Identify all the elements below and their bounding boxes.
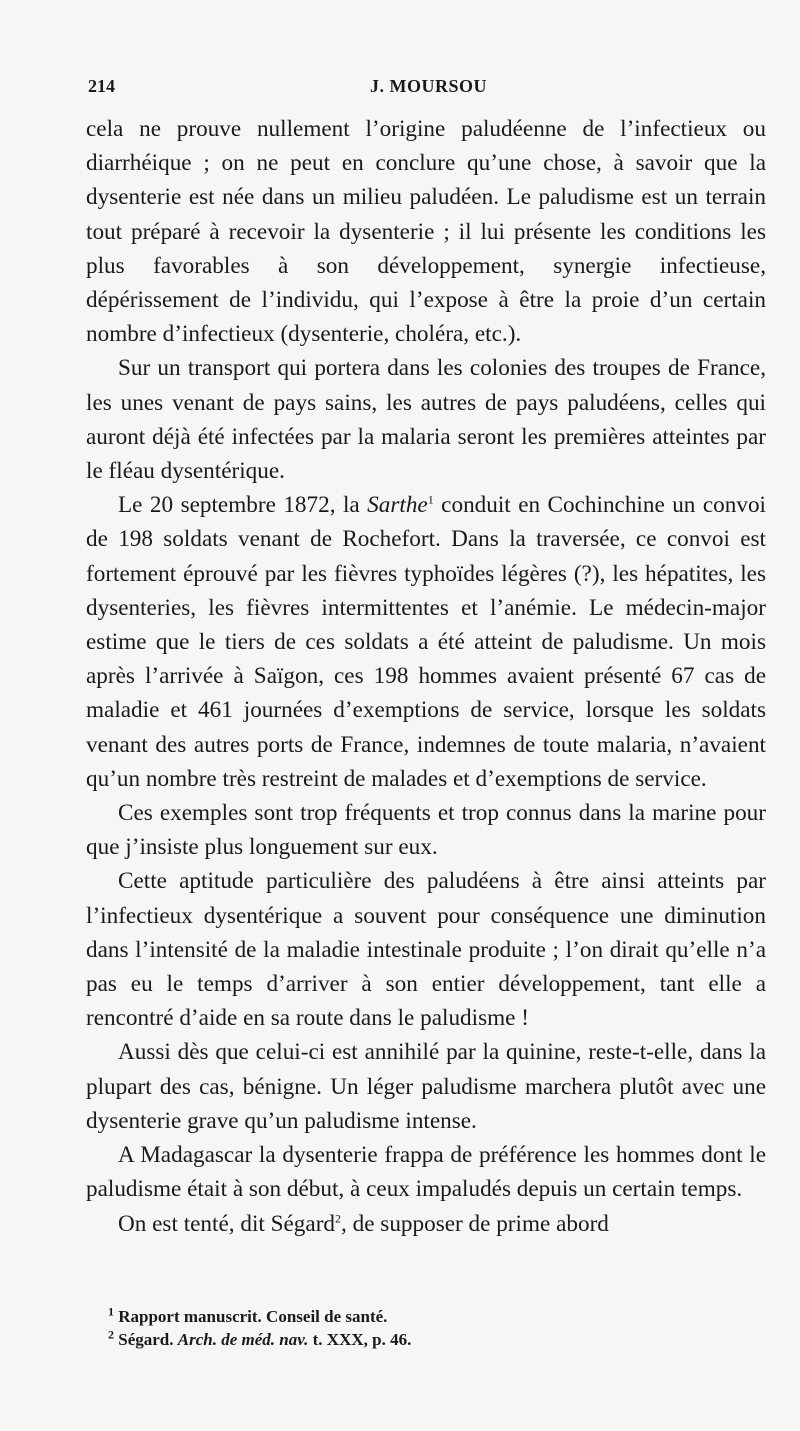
paragraph-3-text-before: Le 20 septembre 1872, la [118, 492, 368, 519]
paragraph-7: A Madagascar la dysenterie frappa de préférence les hommes dont le paludisme était à son début, à ceux impaludés depuis un certain temps. [86, 1142, 766, 1203]
paragraph-8-text-after: , de supposer de prime abord [341, 1210, 609, 1237]
paragraph-3 [86, 488, 766, 796]
page-header [88, 76, 764, 104]
footnote-2-journal: Arch. de méd. nav. [177, 1330, 309, 1349]
ship-name: Sarthe [367, 492, 428, 519]
paragraph-2: Sur un transport qui portera dans les colonies des troupes de France, les unes venant de pays sains, les autres de pays paludéens, celles qui auront déjà été infectées par la malaria seront les premières atteintes par le fléau dysentérique. [86, 355, 766, 485]
paragraph-3-text-after: conduit en Cochinchine un convoi de 198 soldats venant de Rochefort. Dans la traversée, ce convoi est fortement éprouvé par les fièvres typhoïdes légères (?), les hépatites, les dysenteries, les fièvres intermittentes et l’anémie. Le médecin-major estime que le tiers de ces soldats a été atteint de paludisme. Un mois après l’arrivée à Saïgon, ces 198 hommes avaient présenté 67 cas de maladie et 461 journées d’exemptions de service, lorsque les soldats venant des autres ports de France, indemnes de toute malaria, n’avaient qu’un nombre très restreint de malades et d’exemptions de service. [86, 492, 766, 792]
paragraph-4: Ces exemples sont trop fréquents et trop connus dans la marine pour que j’insiste plus longuement sur eux. [86, 800, 766, 861]
paragraph-5: Cette aptitude particulière des paludéens à être ainsi atteints par l’infectieux dysentérique a souvent pour conséquence une diminution dans l’intensité de la maladie intestinale produite ; l’on dirait qu’elle n’a pas eu le temps d’arriver à son entier développement, tant elle a rencontré d’aide en sa route dans le paludisme ! [86, 868, 766, 1032]
body-text [86, 112, 766, 1241]
page-number: 214 [88, 76, 115, 96]
paragraph-1: cela ne prouve nullement l’origine paludéenne de l’infectieux ou diarrhéique ; on ne peut en conclure qu’une chose, à savoir que la dysenterie est née dans un milieu paludéen. Le paludisme est un terrain tout préparé à recevoir la dysenterie ; il lui présente les conditions les plus favorables à son développement, synergie infectieuse, dépérissement de l’individu, qui l’expose à être la proie d’un certain nombre d’infectieux (dysenterie, choléra, etc.). [86, 116, 766, 348]
footnote-2-author: Ségard. [118, 1330, 178, 1349]
footnote-1 [108, 1305, 748, 1328]
paragraph-6: Aussi dès que celui-ci est annihilé par la quinine, reste-t-elle, dans la plupart des cas, bénigne. Un léger paludisme marchera plutôt avec une dysenterie grave qu’un paludisme intense. [86, 1039, 766, 1134]
paragraph-8-text-before: On est tenté, dit Ségard [118, 1210, 336, 1237]
footnote-2 [108, 1328, 748, 1351]
footnotes [108, 1305, 748, 1351]
footnote-1-text: Rapport manuscrit. Conseil de santé. [118, 1307, 388, 1326]
running-head: J. MOURSOU [370, 76, 487, 96]
footnote-ref-1: 1 [427, 492, 434, 507]
footnote-2-ref: t. XXX, p. 46. [308, 1330, 412, 1349]
footnote-2-mark: 2 [108, 1327, 114, 1342]
paragraph-8 [86, 1207, 766, 1241]
footnote-ref-2: 2 [335, 1210, 342, 1225]
footnote-1-mark: 1 [108, 1304, 114, 1319]
